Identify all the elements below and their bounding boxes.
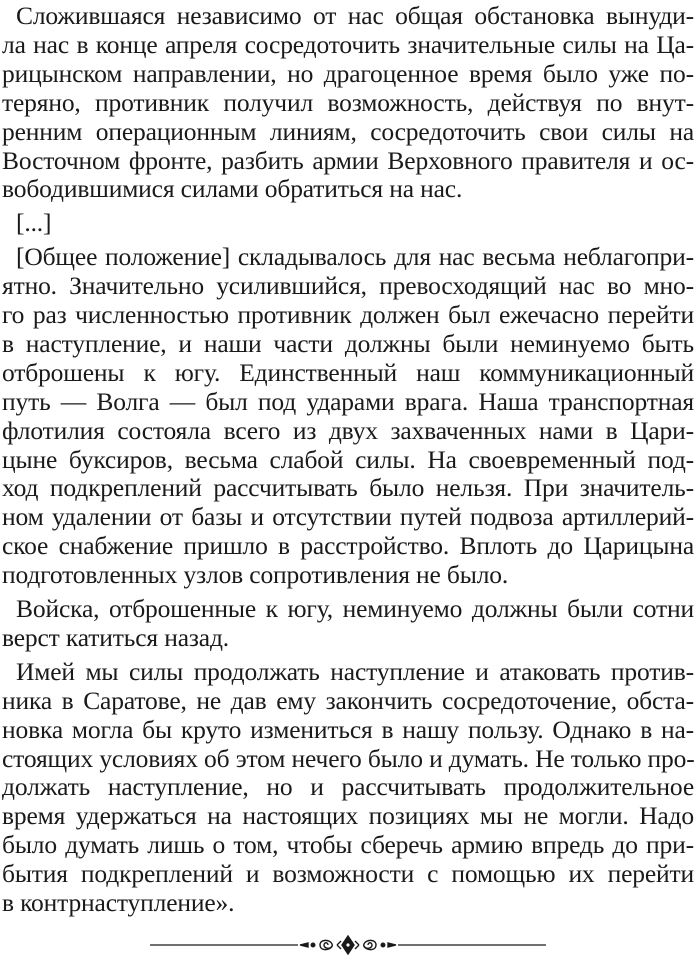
text-line: ла нас в конце апреля сосредоточить значительные силы на Ца- [2,29,694,59]
text-line: ренним операционным линиям, сосредоточить свои силы на [2,116,694,146]
text-line: путь — Волга — был под ударами врага. Наша транспортная [2,386,694,416]
text-line: Сложившаяся независимо от нас общая обстановка вынуди- [16,1,694,30]
text-line: бытия подкреплений и возможности с помощью их перейти [2,859,694,889]
text-line: время удержаться на настоящих позициях мы не могли. Надо [2,801,694,831]
text-line: ход подкреплений рассчитывать было нельзя. При значитель- [2,473,694,503]
text-line: Войска, отброшенные к югу, неминуемо должны были сотни [16,594,694,623]
text-line: стоящих условиях об этом нечего было и думать. Не только про- [2,743,695,773]
text-line: ятно. Значительно усилившийся, превосходящий нас во мно- [2,271,694,301]
omission-mark: [...] [16,208,52,238]
text-line: отброшены к югу. Единственный наш коммуникационный [2,357,694,387]
text-line: в контрнаступление». [2,888,235,917]
text-line: новка могла бы круто измениться в нашу пользу. Однако в на- [2,714,694,744]
text-line: ника в Саратове, не дав ему закончить сосредоточение, обста- [2,685,694,715]
text-line: подготовленных узлов сопротивления не было. [2,560,509,590]
text-line: теряно, противник получил возможность, действуя по внут- [2,87,694,117]
text-line: ном удалении от базы и отсутствии путей подвоза артиллерий- [2,502,694,532]
text-line: должать наступление, но и рассчитывать продолжительное [2,772,694,802]
text-line: флотилия состояла всего из двух захваченных нами в Цари- [2,415,694,445]
text-line: рицынском направлении, но драгоценное время было уже по- [2,58,694,88]
text-line: вободившимися силами обратиться на нас. [2,174,463,204]
text-line: Имей мы силы продолжать наступление и атаковать против- [16,656,694,686]
text-line: цыне буксиров, весьма слабой силы. На своевременный под- [2,444,694,474]
text-line: в наступление, и наши части должны были неминуемо быть [2,328,694,358]
fleuron-divider-icon [150,935,546,955]
text-line: го раз численностью противник должен был ежечасно перейти [2,300,694,329]
text-line: верст катиться назад. [2,622,229,652]
text-line: было думать лишь о том, чтобы сберечь армию впредь до при- [2,830,694,860]
text-line: [Общее положение] складывалось для нас весьма неблагопри- [16,242,694,272]
text-line: Восточном фронте, разбить армии Верховного правителя и ос- [2,145,694,175]
text-line: ское снабжение пришло в расстройство. Вплоть до Царицына [2,531,694,561]
